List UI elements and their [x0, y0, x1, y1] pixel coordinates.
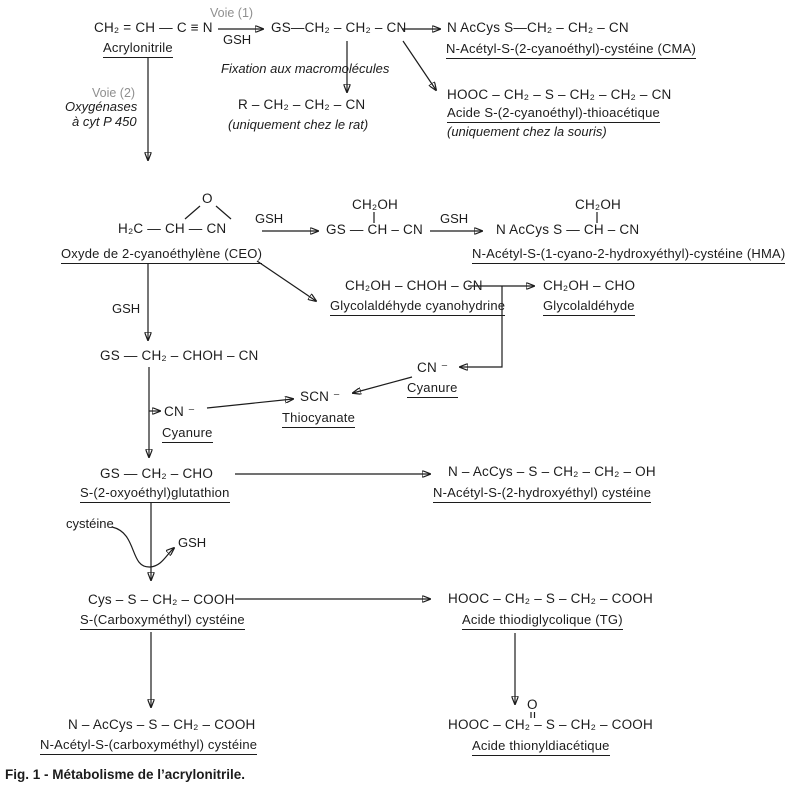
formula-thiocyanate: SCN ⁻	[300, 389, 341, 404]
formula-hma: N AcCys S — CH – CN	[496, 222, 640, 237]
formula-cyanure-right: CN ⁻	[417, 360, 449, 375]
formula-cma: N AcCys S—CH₂ – CH₂ – CN	[447, 20, 629, 35]
substituent-hma: CH₂OH	[575, 197, 621, 212]
name-cyanohydrine: Glycolaldéhyde cyanohydrine	[330, 299, 505, 316]
label-oxygenases: Oxygénases	[65, 99, 138, 114]
arrow-ceo-to-cyanohydrine	[257, 261, 316, 301]
gsh-label-exchange: GSH	[178, 535, 207, 550]
formula-cyanohydrine: CH₂OH – CHOH – CN	[345, 278, 483, 293]
formula-cyanure-left: CN ⁻	[164, 404, 196, 419]
note-rat: (uniquement chez le rat)	[228, 117, 369, 132]
formula-nac-carboxymethyl: N – AcCys – S – CH₂ – COOH	[68, 717, 256, 732]
arrow-gsconjugate-to-thioacetique	[403, 41, 436, 90]
name-carboxymethyl-cys: S-(Carboxyméthyl) cystéine	[80, 613, 245, 630]
name-tg: Acide thiodiglycolique (TG)	[462, 613, 623, 630]
epoxide-bond-left	[185, 206, 200, 219]
formula-gscho: GS — CH₂ – CHO	[100, 466, 214, 481]
formula-tg: HOOC – CH₂ – S – CH₂ – COOH	[448, 591, 653, 606]
name-cyanure-left: Cyanure	[162, 426, 213, 443]
name-acrylonitrile: Acrylonitrile	[103, 41, 173, 58]
name-ceo: Oxyde de 2-cyanoéthylène (CEO)	[61, 247, 262, 264]
name-thionyl: Acide thionyldiacétique	[472, 739, 610, 756]
formula-ceo: H₂C — CH — CN	[118, 221, 227, 236]
name-cma: N-Acétyl-S-(2-cyanoéthyl)-cystéine (CMA)	[446, 42, 696, 59]
name-cyanure-right: Cyanure	[407, 381, 458, 398]
name-nac-hydroxyethyl: N-Acétyl-S-(2-hydroxyéthyl) cystéine	[433, 486, 651, 503]
route-label-voie2: Voie (2)	[92, 86, 136, 100]
figure-caption: Fig. 1 - Métabolisme de l’acrylonitrile.	[5, 767, 246, 782]
note-souris: (uniquement chez la souris)	[447, 124, 607, 139]
formula-nac-hydroxyethyl: N – AcCys – S – CH₂ – CH₂ – OH	[448, 464, 656, 479]
formula-carboxymethyl-cys: Cys – S – CH₂ – COOH	[88, 592, 235, 607]
note-fixation-macromolecules: Fixation aux macromolécules	[221, 61, 390, 76]
arrow-cyanure-left-to-thiocyanate	[207, 399, 293, 408]
gsh-label-hma: GSH	[440, 211, 469, 226]
epoxide-oxygen: O	[202, 191, 213, 206]
arrow-cyanure-right-to-thiocyanate	[353, 377, 412, 393]
name-hma: N-Acétyl-S-(1-cyano-2-hydroxyéthyl)-cystéine (HMA)	[472, 247, 785, 264]
label-cyt-p450: à cyt P 450	[72, 114, 137, 129]
formula-macromolecule-adduct: R – CH₂ – CH₂ – CN	[238, 97, 366, 112]
gsh-label-ceo: GSH	[255, 211, 284, 226]
name-thiocyanate: Thiocyanate	[282, 411, 355, 428]
curve-cysteine-gsh-exchange	[112, 527, 174, 567]
formula-gschcn: GS — CH – CN	[326, 222, 423, 237]
name-gscho: S-(2-oxyoéthyl)glutathion	[80, 486, 230, 503]
thionyl-oxo-oxygen: O	[527, 697, 538, 712]
formula-thioacetique: HOOC – CH₂ – S – CH₂ – CH₂ – CN	[447, 87, 672, 102]
formula-glycolaldehyde: CH₂OH – CHO	[543, 278, 636, 293]
name-thioacetique: Acide S-(2-cyanoéthyl)-thioacétique	[447, 106, 660, 123]
substituent-gschcn: CH₂OH	[352, 197, 398, 212]
gsh-label-left: GSH	[112, 301, 141, 316]
route-label-voie1: Voie (1)	[210, 6, 254, 20]
formula-thionyl: HOOC – CH₂ – S – CH₂ – COOH	[448, 717, 653, 732]
label-cysteine: cystéine	[66, 516, 114, 531]
formula-gschoh: GS — CH₂ – CHOH – CN	[100, 348, 259, 363]
name-glycolaldehyde: Glycolaldéhyde	[543, 299, 635, 316]
epoxide-bond-right	[216, 206, 231, 219]
formula-gs-cyanoethyl: GS—CH₂ – CH₂ – CN	[271, 20, 407, 35]
name-nac-carboxymethyl: N-Acétyl-S-(carboxyméthyl) cystéine	[40, 738, 257, 755]
gsh-label-top: GSH	[223, 32, 252, 47]
formula-acrylonitrile: CH₂ = CH — C ≡ N	[94, 20, 213, 35]
